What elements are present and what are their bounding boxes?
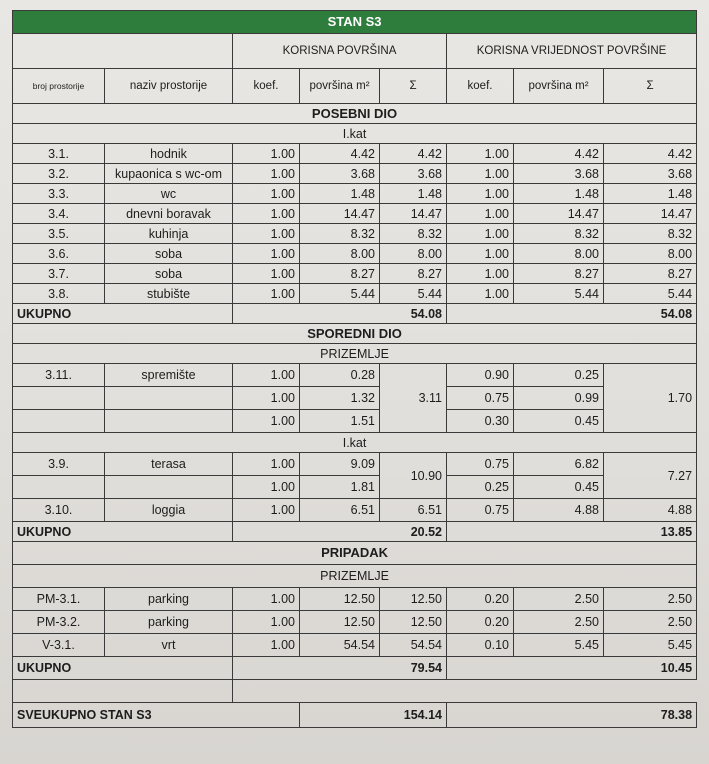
area-2: 8.27 (514, 264, 604, 284)
blank-row (13, 680, 697, 703)
koef-1: 1.00 (233, 364, 300, 387)
area-1: 14.47 (300, 204, 380, 224)
floor-row (13, 124, 697, 144)
table-row (13, 164, 697, 184)
koef-1: 1.00 (233, 144, 300, 164)
total-value-2: 13.85 (447, 522, 697, 542)
room-no: 3.8. (13, 284, 105, 304)
koef-2: 1.00 (447, 164, 514, 184)
sum-2: 8.32 (604, 224, 697, 244)
table-row (13, 184, 697, 204)
area-2: 4.42 (514, 144, 604, 164)
area-2: 0.99 (514, 387, 604, 410)
table-row (13, 284, 697, 304)
area-1: 54.54 (300, 634, 380, 657)
koef-2: 0.30 (447, 410, 514, 433)
sum-1: 12.50 (380, 611, 447, 634)
table-row (13, 499, 697, 522)
koef-2: 0.75 (447, 499, 514, 522)
table-row (13, 588, 697, 611)
total-label: UKUPNO (13, 304, 233, 324)
header-povrsina-2: površina m² (514, 69, 604, 104)
area-1: 1.48 (300, 184, 380, 204)
header-koef-1: koef. (233, 69, 300, 104)
room-no: 3.2. (13, 164, 105, 184)
empty-cell (13, 387, 105, 410)
table-row (13, 264, 697, 284)
area-2: 6.82 (514, 453, 604, 476)
koef-1: 1.00 (233, 476, 300, 499)
area-1: 9.09 (300, 453, 380, 476)
sum-1: 1.48 (380, 184, 447, 204)
room-no: 3.7. (13, 264, 105, 284)
empty-cell (105, 410, 233, 433)
koef-1: 1.00 (233, 453, 300, 476)
section-sporedni (13, 324, 697, 344)
total-value-1: 54.08 (233, 304, 447, 324)
koef-2: 1.00 (447, 184, 514, 204)
room-no: 3.9. (13, 453, 105, 476)
empty-cell (105, 476, 233, 499)
koef-1: 1.00 (233, 244, 300, 264)
posebni-total-row (13, 304, 697, 324)
koef-2: 0.25 (447, 476, 514, 499)
sporedni-total-row (13, 522, 697, 542)
sum-1: 4.42 (380, 144, 447, 164)
area-1: 4.42 (300, 144, 380, 164)
posebni-rows (13, 144, 697, 304)
table-row (13, 476, 697, 499)
area-1: 1.51 (300, 410, 380, 433)
koef-1: 1.00 (233, 204, 300, 224)
sum-2: 8.27 (604, 264, 697, 284)
header-korisna-povrsina: KORISNA POVRŠINA (233, 34, 447, 69)
total-value-1: 79.54 (233, 657, 447, 680)
koef-2: 1.00 (447, 284, 514, 304)
koef-2: 0.75 (447, 387, 514, 410)
sum-2: 3.68 (604, 164, 697, 184)
sum-1: 6.51 (380, 499, 447, 522)
sum-1: 12.50 (380, 588, 447, 611)
header-group-row (13, 34, 697, 69)
floor-label: PRIZEMLJE (13, 565, 697, 588)
koef-2: 0.20 (447, 588, 514, 611)
sum-1: 8.32 (380, 224, 447, 244)
area-2: 4.88 (514, 499, 604, 522)
sum-1: 5.44 (380, 284, 447, 304)
koef-1: 1.00 (233, 611, 300, 634)
room-no: 3.10. (13, 499, 105, 522)
sum-1: 3.11 (380, 364, 447, 433)
total-value-1: 20.52 (233, 522, 447, 542)
table-row (13, 364, 697, 387)
table-row (13, 204, 697, 224)
room-no: 3.1. (13, 144, 105, 164)
room-no: PM-3.1. (13, 588, 105, 611)
koef-2: 1.00 (447, 264, 514, 284)
grand-total-value-2: 78.38 (447, 703, 697, 728)
header-koef-2: koef. (447, 69, 514, 104)
area-2: 1.48 (514, 184, 604, 204)
area-1: 0.28 (300, 364, 380, 387)
room-name: soba (105, 244, 233, 264)
total-label: UKUPNO (13, 522, 233, 542)
sum-1: 8.00 (380, 244, 447, 264)
area-2: 5.44 (514, 284, 604, 304)
prizemlje-row (13, 344, 697, 364)
koef-1: 1.00 (233, 264, 300, 284)
sum-2: 5.45 (604, 634, 697, 657)
empty-cell (13, 680, 233, 703)
room-no: 3.11. (13, 364, 105, 387)
header-korisna-vrijednost: KORISNA VRIJEDNOST POVRŠINE (447, 34, 697, 69)
room-name: parking (105, 611, 233, 634)
header-sigma-2: Σ (604, 69, 697, 104)
section-title: SPOREDNI DIO (13, 324, 697, 344)
room-no: PM-3.2. (13, 611, 105, 634)
sum-1: 3.68 (380, 164, 447, 184)
table-row (13, 453, 697, 476)
sum-2: 8.00 (604, 244, 697, 264)
room-name: dnevni boravak (105, 204, 233, 224)
room-name: hodnik (105, 144, 233, 164)
koef-2: 0.90 (447, 364, 514, 387)
header-broj-prostorije: broj prostorije (13, 69, 105, 104)
floor-label: I.kat (13, 124, 697, 144)
koef-2: 1.00 (447, 244, 514, 264)
room-name: vrt (105, 634, 233, 657)
area-2: 0.45 (514, 410, 604, 433)
room-name: loggia (105, 499, 233, 522)
sum-2: 1.48 (604, 184, 697, 204)
sum-2: 2.50 (604, 588, 697, 611)
header-naziv-prostorije: naziv prostorije (105, 69, 233, 104)
table-row (13, 387, 697, 410)
koef-1: 1.00 (233, 284, 300, 304)
area-1: 12.50 (300, 588, 380, 611)
table-row (13, 634, 697, 657)
room-no: 3.4. (13, 204, 105, 224)
grand-total-value-1: 154.14 (300, 703, 447, 728)
sum-1: 14.47 (380, 204, 447, 224)
koef-1: 1.00 (233, 410, 300, 433)
sum-2: 14.47 (604, 204, 697, 224)
koef-2: 1.00 (447, 224, 514, 244)
room-no: 3.5. (13, 224, 105, 244)
area-table (12, 10, 697, 728)
koef-1: 1.00 (233, 499, 300, 522)
area-1: 8.00 (300, 244, 380, 264)
section-title: POSEBNI DIO (13, 104, 697, 124)
area-2: 8.32 (514, 224, 604, 244)
room-name: wc (105, 184, 233, 204)
sum-1: 10.90 (380, 453, 447, 499)
total-label: UKUPNO (13, 657, 233, 680)
sum-2: 4.42 (604, 144, 697, 164)
koef-2: 0.10 (447, 634, 514, 657)
sum-2: 7.27 (604, 453, 697, 499)
koef-2: 0.20 (447, 611, 514, 634)
area-1: 8.27 (300, 264, 380, 284)
grand-total-label: SVEUKUPNO STAN S3 (13, 703, 300, 728)
room-name: parking (105, 588, 233, 611)
pripadak-rows (13, 588, 697, 657)
area-2: 0.45 (514, 476, 604, 499)
floor-label: I.kat (13, 433, 697, 453)
koef-1: 1.00 (233, 588, 300, 611)
prizemlje-row (13, 565, 697, 588)
header-povrsina-1: površina m² (300, 69, 380, 104)
pripadak-total-row (13, 657, 697, 680)
sum-1: 54.54 (380, 634, 447, 657)
koef-1: 1.00 (233, 184, 300, 204)
sum-1: 8.27 (380, 264, 447, 284)
table-row (13, 224, 697, 244)
room-name: kupaonica s wc-om (105, 164, 233, 184)
total-value-2: 10.45 (447, 657, 697, 680)
table-row (13, 144, 697, 164)
title-row (13, 11, 697, 34)
area-2: 3.68 (514, 164, 604, 184)
empty-cell (233, 680, 697, 703)
section-posebni (13, 104, 697, 124)
empty-cell (13, 410, 105, 433)
header-columns-row (13, 69, 697, 104)
header-blank (13, 34, 233, 69)
sum-2: 4.88 (604, 499, 697, 522)
area-2: 2.50 (514, 588, 604, 611)
koef-2: 1.00 (447, 144, 514, 164)
room-name: soba (105, 264, 233, 284)
koef-1: 1.00 (233, 634, 300, 657)
area-1: 3.68 (300, 164, 380, 184)
area-2: 2.50 (514, 611, 604, 634)
grand-total-row (13, 703, 697, 728)
room-no: 3.6. (13, 244, 105, 264)
area-2: 14.47 (514, 204, 604, 224)
koef-2: 1.00 (447, 204, 514, 224)
area-2: 8.00 (514, 244, 604, 264)
empty-cell (13, 476, 105, 499)
empty-cell (105, 387, 233, 410)
room-name: terasa (105, 453, 233, 476)
area-1: 6.51 (300, 499, 380, 522)
total-value-2: 54.08 (447, 304, 697, 324)
section-pripadak (13, 542, 697, 565)
floor-label: PRIZEMLJE (13, 344, 697, 364)
table-row (13, 410, 697, 433)
koef-1: 1.00 (233, 387, 300, 410)
sum-2: 2.50 (604, 611, 697, 634)
area-1: 8.32 (300, 224, 380, 244)
koef-2: 0.75 (447, 453, 514, 476)
area-1: 1.32 (300, 387, 380, 410)
area-2: 5.45 (514, 634, 604, 657)
area-1: 5.44 (300, 284, 380, 304)
sum-2: 1.70 (604, 364, 697, 433)
area-1: 12.50 (300, 611, 380, 634)
ikat-row (13, 433, 697, 453)
header-sigma-1: Σ (380, 69, 447, 104)
room-name: spremište (105, 364, 233, 387)
room-no: V-3.1. (13, 634, 105, 657)
koef-1: 1.00 (233, 224, 300, 244)
koef-1: 1.00 (233, 164, 300, 184)
table-title: STAN S3 (13, 11, 697, 34)
area-2: 0.25 (514, 364, 604, 387)
section-title: PRIPADAK (13, 542, 697, 565)
area-1: 1.81 (300, 476, 380, 499)
sum-2: 5.44 (604, 284, 697, 304)
room-name: stubište (105, 284, 233, 304)
room-no: 3.3. (13, 184, 105, 204)
room-name: kuhinja (105, 224, 233, 244)
table-row (13, 244, 697, 264)
table-row (13, 611, 697, 634)
